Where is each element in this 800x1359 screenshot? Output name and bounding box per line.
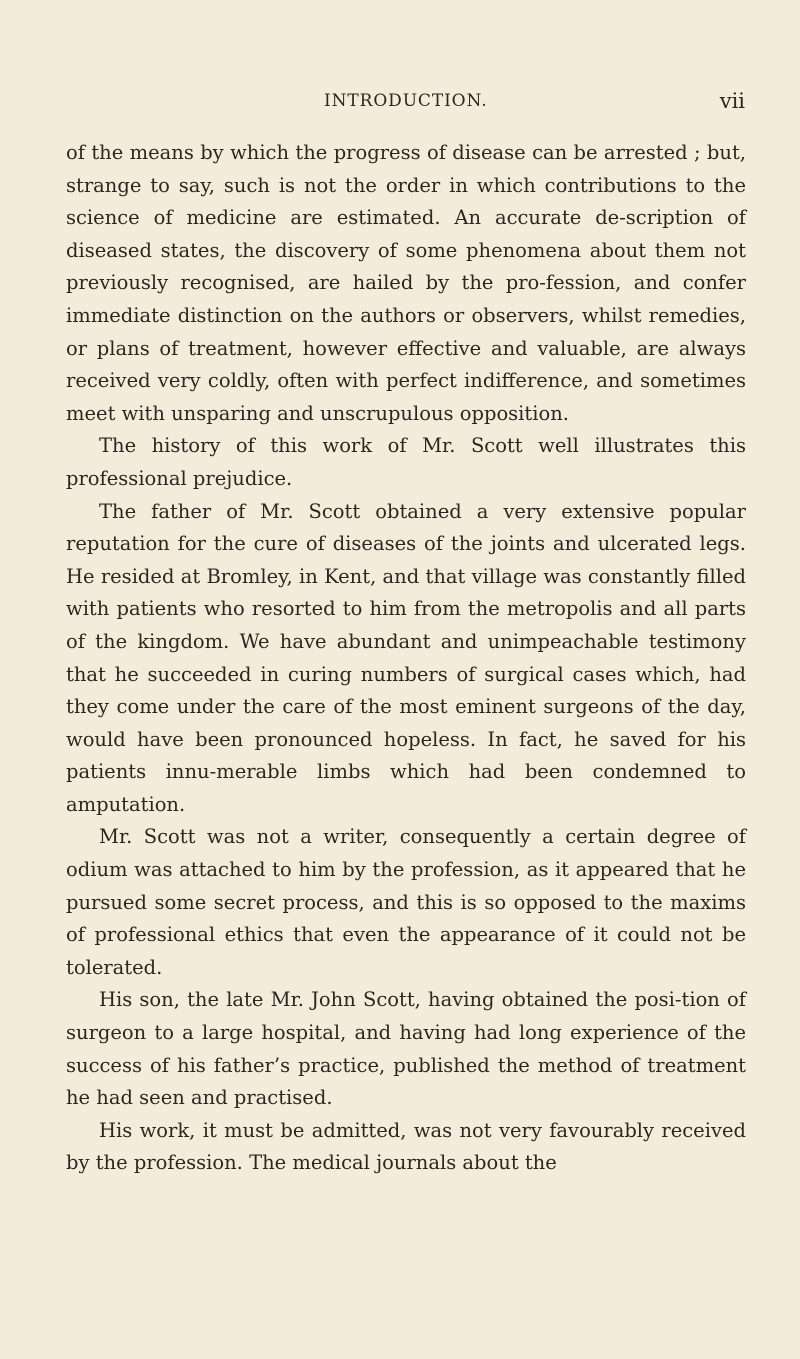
paragraph-son: His son, the late Mr. John Scott, having obtained the posi-tion of surgeon to a large hospital, and having had long experience of the success of his father’s practice, published the method of treatment he had seen and practised. bbox=[66, 988, 746, 1110]
paragraph-reception: His work, it must be admitted, was not very favourably received by the profession. The medical journals about the bbox=[66, 1118, 746, 1175]
paragraph-father-reputation: The father of Mr. Scott obtained a very extensive popular reputation for the cure of diseases of the joints and ulcerated legs. He resided at Bromley, in Kent, and that village was constantly filled with patients who resorted to him from the metropolis and all parts of the kingdom. We have abundant and unimpeachable testimony that he succeeded in curing numbers of surgical cases which, had they come under the care of the most eminent surgeons of the day, would have been pronounced hopeless. In fact, he saved for his patients innu-merable limbs which had been condemned to amputation. bbox=[66, 499, 746, 816]
running-title: INTRODUCTION. bbox=[324, 91, 488, 111]
page-number: vii bbox=[719, 89, 745, 113]
paragraph-history: The history of this work of Mr. Scott well illustrates this professional prejudice. bbox=[66, 434, 746, 490]
running-head bbox=[66, 86, 746, 116]
body-text bbox=[66, 137, 746, 1180]
paragraph-continuation: of the means by which the progress of disease can be arrested ; but, strange to say, such is not the order in which contributions to the science of medicine are estimated. An accurate de-scription of diseased states, the discovery of some phenomena about them not previously recognised, are hailed by the pro-fession, and confer immediate distinction on the authors or observers, whilst remedies, or plans of treatment, however effective and valuable, are always received very coldly, often with perfect indifference, and sometimes meet with unsparing and unscrupulous opposition. bbox=[66, 141, 746, 425]
paragraph-not-a-writer: Mr. Scott was not a writer, consequently a certain degree of odium was attached to him by the profession, as it appeared that he pursued some secret process, and this is so opposed to the maxims of professional ethics that even the appearance of it could not be tolerated. bbox=[66, 825, 746, 979]
